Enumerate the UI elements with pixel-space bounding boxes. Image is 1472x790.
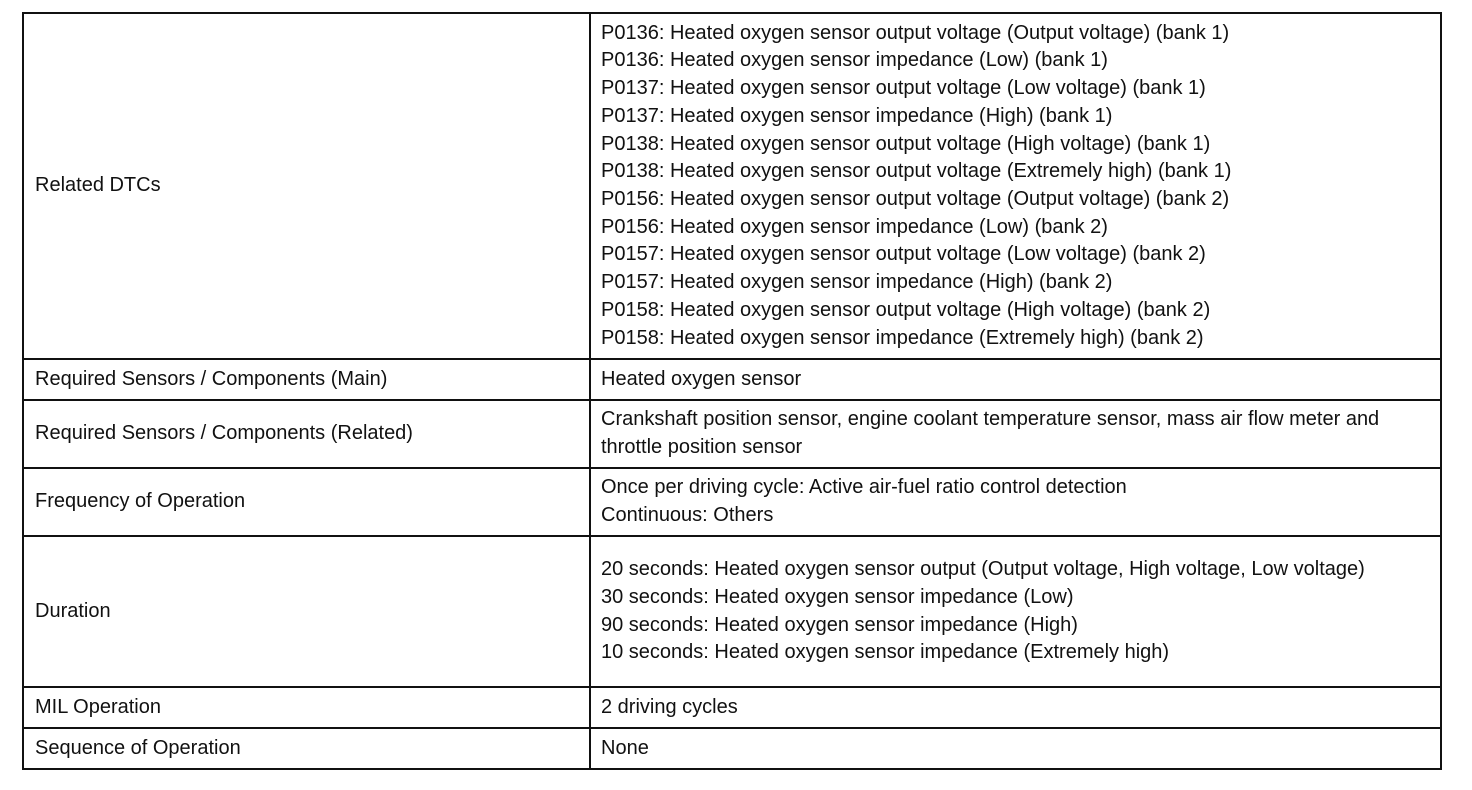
row-label: Sequence of Operation bbox=[23, 728, 590, 769]
dtc-line: P0158: Heated oxygen sensor output voltage (High voltage) (bank 2) bbox=[601, 298, 1211, 321]
dtc-line: P0138: Heated oxygen sensor output voltage (Extremely high) (bank 1) bbox=[601, 160, 1232, 183]
dtc-line: P0136: Heated oxygen sensor impedance (Low) (bank 1) bbox=[601, 49, 1108, 72]
monitor-spec-table bbox=[22, 12, 1442, 770]
row-label: MIL Operation bbox=[23, 687, 590, 728]
row-value bbox=[590, 400, 1441, 468]
value-line: 20 seconds: Heated oxygen sensor output (Output voltage, High voltage, Low voltage) bbox=[601, 558, 1365, 581]
table-row-required-related bbox=[23, 400, 1441, 468]
row-value bbox=[590, 728, 1441, 769]
value-line: 90 seconds: Heated oxygen sensor impedance (High) bbox=[601, 613, 1078, 636]
row-value bbox=[590, 359, 1441, 400]
value-line: Continuous: Others bbox=[601, 504, 774, 526]
value-line: Heated oxygen sensor bbox=[601, 367, 802, 390]
table-row-sequence bbox=[23, 728, 1441, 769]
row-label: Required Sensors / Components (Main) bbox=[23, 359, 590, 400]
row-value bbox=[590, 536, 1441, 687]
value-line: 30 seconds: Heated oxygen sensor impedance (Low) bbox=[601, 585, 1074, 608]
dtc-line: P0138: Heated oxygen sensor output voltage (High voltage) (bank 1) bbox=[601, 132, 1211, 155]
value-line: None bbox=[601, 736, 649, 759]
row-label: Frequency of Operation bbox=[23, 468, 590, 536]
table-row-required-main bbox=[23, 359, 1441, 400]
value-line: Once per driving cycle: Active air-fuel ratio control detection bbox=[601, 476, 1127, 499]
value-line: 10 seconds: Heated oxygen sensor impedance (Extremely high) bbox=[601, 641, 1170, 664]
table-row-related-dtcs bbox=[23, 13, 1441, 359]
row-label: Related DTCs bbox=[23, 13, 590, 359]
dtc-line: P0156: Heated oxygen sensor output voltage (Output voltage) (bank 2) bbox=[601, 188, 1230, 210]
dtc-line: P0157: Heated oxygen sensor impedance (High) (bank 2) bbox=[601, 271, 1113, 294]
row-label: Duration bbox=[23, 536, 590, 687]
table-row-frequency bbox=[23, 468, 1441, 536]
row-value bbox=[590, 687, 1441, 728]
value-line: Crankshaft position sensor, engine coolant temperature sensor, mass air flow meter and throttle position sensor bbox=[601, 408, 1380, 458]
table-row-duration bbox=[23, 536, 1441, 687]
dtc-line: P0158: Heated oxygen sensor impedance (Extremely high) (bank 2) bbox=[601, 326, 1204, 349]
dtc-line: P0157: Heated oxygen sensor output voltage (Low voltage) (bank 2) bbox=[601, 243, 1206, 266]
row-value bbox=[590, 468, 1441, 536]
dtc-line: P0137: Heated oxygen sensor output voltage (Low voltage) (bank 1) bbox=[601, 77, 1206, 100]
value-line: 2 driving cycles bbox=[601, 695, 738, 718]
dtc-line: P0136: Heated oxygen sensor output voltage (Output voltage) (bank 1) bbox=[601, 21, 1230, 44]
dtc-line: P0137: Heated oxygen sensor impedance (High) (bank 1) bbox=[601, 104, 1113, 127]
dtc-line: P0156: Heated oxygen sensor impedance (Low) (bank 2) bbox=[601, 215, 1108, 238]
row-label: Required Sensors / Components (Related) bbox=[23, 400, 590, 468]
row-value bbox=[590, 13, 1441, 359]
table-row-mil-operation bbox=[23, 687, 1441, 728]
